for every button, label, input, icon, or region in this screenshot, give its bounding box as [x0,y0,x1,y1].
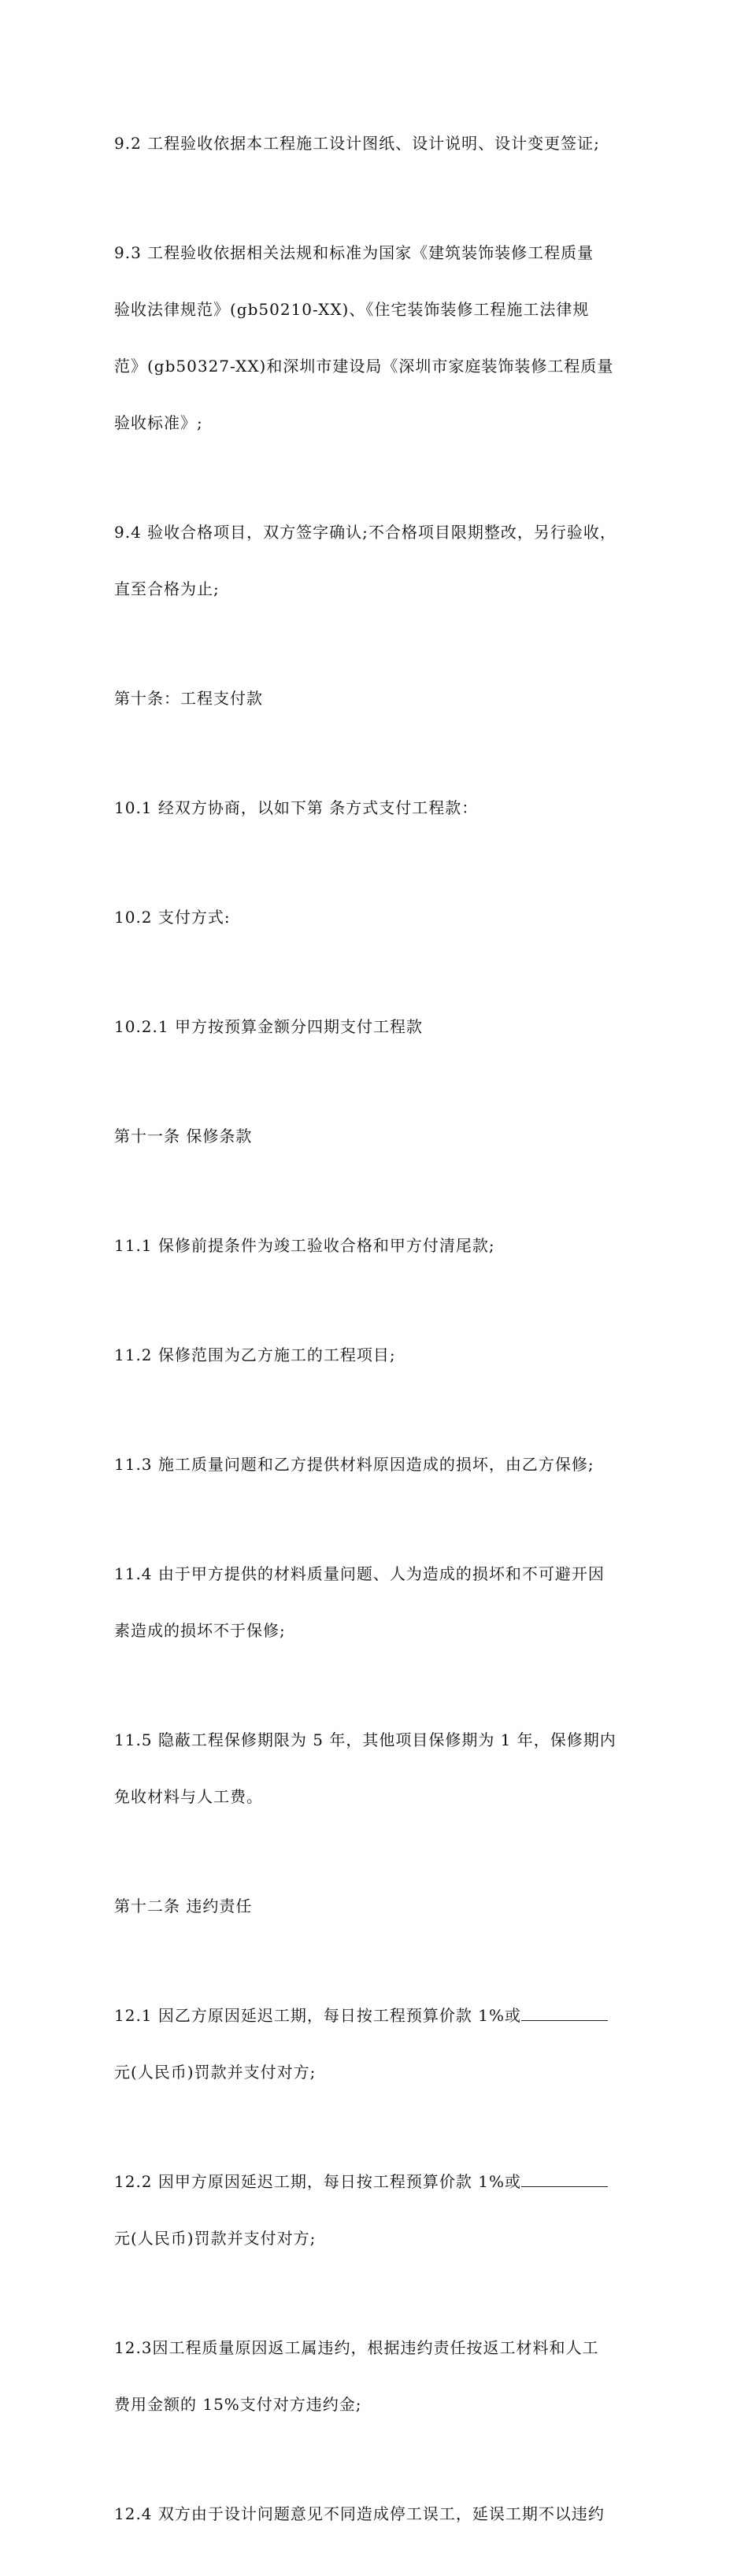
clause-11-1 [114,1198,638,1293]
text-line: 第十二条 违约责任 [114,1897,253,1915]
clause-12-3 [114,2300,638,2452]
text-line: 11.3 施工质量问题和乙方提供材料原因造成的损坏，由乙方保修; [114,1455,594,1474]
text-line: 范》(gb50327-XX)和深圳市建设局《深圳市家庭装饰装修工程质量 [114,357,614,376]
clause-12-2 [114,2134,638,2285]
article-12-heading [114,1859,638,1953]
article-11-heading [114,1089,638,1183]
text-line [114,2172,638,2191]
clause-9-3 [114,205,638,470]
clause-12-1 [114,1968,638,2119]
text-line: 11.1 保修前提条件为竣工验收合格和甲方付清尾款; [114,1236,495,1255]
text-line: 直至合格为止; [114,579,220,598]
clause-10-1 [114,761,638,855]
text-line: 免收材料与人工费。 [114,1787,263,1806]
text-segment: 12.1 因乙方原因延迟工期，每日按工程预算价款 1%或 [114,2006,521,2025]
contract-text [114,96,638,2576]
text-line: 10.2 支付方式: [114,908,231,927]
text-line: 素造成的损坏不于保修; [114,1621,286,1640]
clause-11-5 [114,1693,638,1844]
text-line: 验收法律规范》(gb50210-XX)、《住宅装饰装修工程施工法律规 [114,300,590,319]
clause-11-4 [114,1527,638,1678]
clause-11-2 [114,1308,638,1402]
text-line: 10.1 经双方协商，以如下第 条方式支付工程款： [114,798,479,817]
text-line: 元(人民币)罚款并支付对方; [114,2063,317,2082]
text-line: 元(人民币)罚款并支付对方; [114,2229,317,2248]
text-line [114,2006,638,2025]
text-line: 12.3因工程质量原因返工属违约，根据违约责任按返工材料和人工 [114,2338,599,2357]
text-line: 11.4 由于甲方提供的材料质量问题、人为造成的损坏和不可避开因 [114,1564,605,1583]
text-line: 费用金额的 15%支付对方违约金; [114,2395,362,2414]
text-line: 9.2 工程验收依据本工程施工设计图纸、设计说明、设计变更签证; [114,134,600,153]
text-line: 11.5 隐蔽工程保修期限为 5 年，其他项目保修期为 1 年，保修期内 [114,1730,617,1749]
clause-10-2-1 [114,979,638,1074]
text-line: 12.4 双方由于设计问题意见不同造成停工误工，延误工期不以违约 [114,2504,605,2523]
text-line: 11.2 保修范围为乙方施工的工程项目; [114,1345,396,1364]
clause-9-2 [114,96,638,191]
text-line: 9.3 工程验收依据相关法规和标准为国家《建筑装饰装修工程质量 [114,243,594,262]
article-10-heading [114,651,638,746]
fill-in-blank [521,2172,608,2187]
fill-in-blank [521,2006,608,2021]
clause-10-2 [114,870,638,964]
text-line: 10.2.1 甲方按预算金额分四期支付工程款 [114,1017,423,1036]
clause-9-4 [114,485,638,636]
text-line: 第十条：工程支付款 [114,689,263,708]
text-line: 验收标准》; [114,413,203,432]
clause-11-3 [114,1417,638,1512]
text-line: 9.4 验收合格项目，双方签字确认;不合格项目限期整改，另行验收， [114,523,617,542]
clause-12-4 [114,2467,638,2561]
text-line: 第十一条 保修条款 [114,1127,253,1146]
text-segment: 12.2 因甲方原因延迟工期，每日按工程预算价款 1%或 [114,2172,521,2191]
